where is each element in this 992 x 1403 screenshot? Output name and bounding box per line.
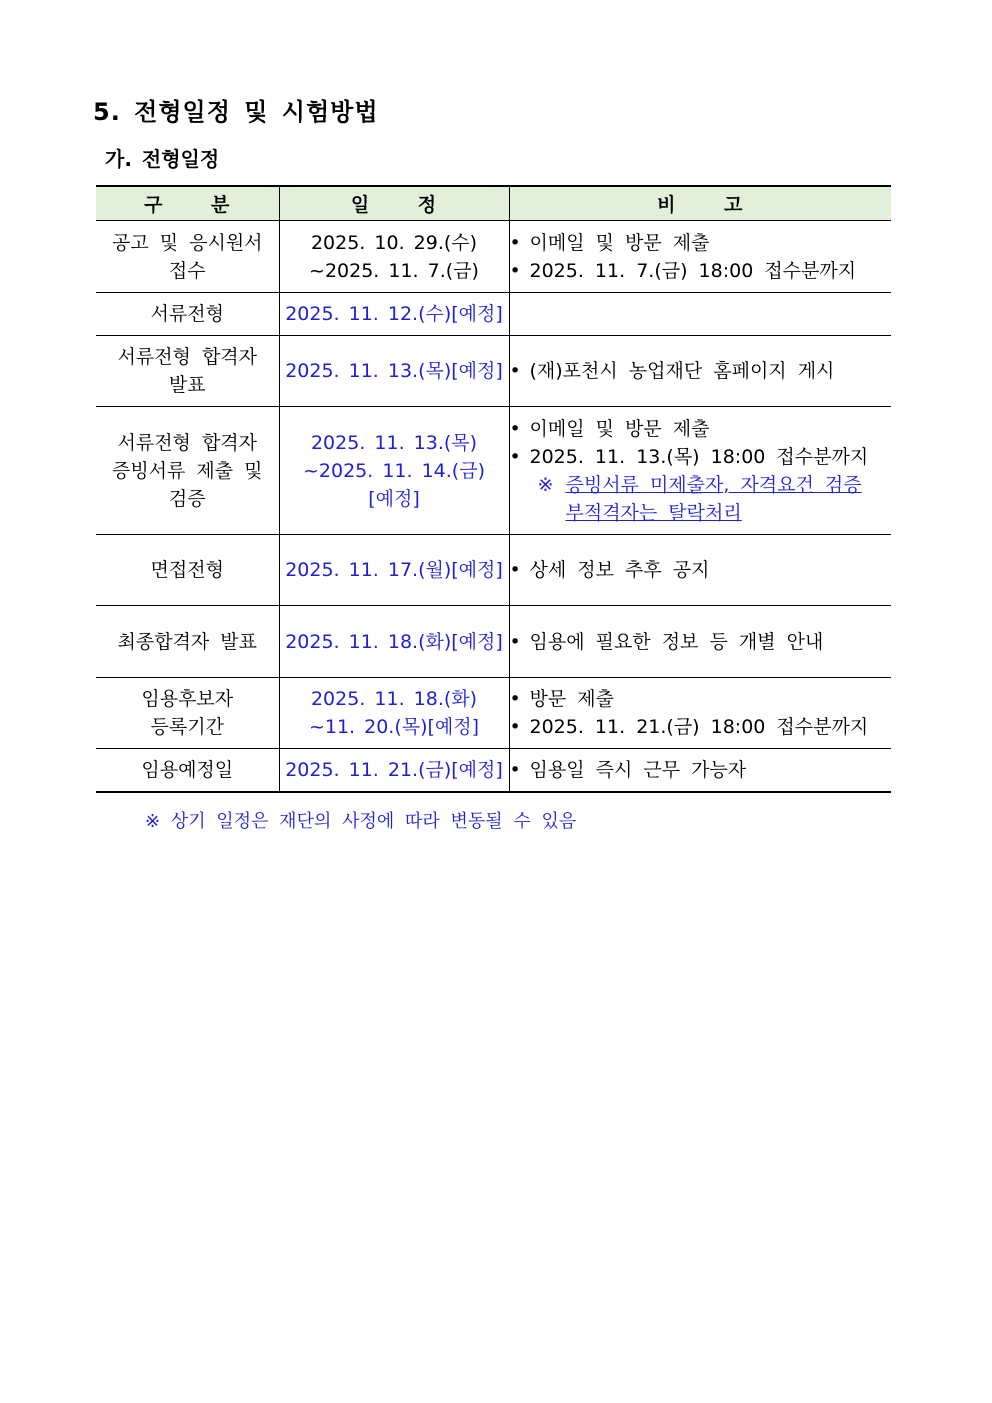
notes-cell	[509, 749, 891, 792]
schedule-line: 2025. 11. 12.(수)[예정]	[285, 303, 503, 325]
category-cell	[96, 749, 279, 792]
note-item: • 이메일 및 방문 제출	[510, 415, 892, 443]
note-item: • (재)포천시 농업재단 홈페이지 게시	[510, 357, 892, 385]
schedule-cell	[279, 221, 509, 293]
notes-cell	[509, 535, 891, 606]
note-item: • 2025. 11. 21.(금) 18:00 접수분까지	[510, 713, 892, 741]
category-cell	[96, 678, 279, 749]
category-cell	[96, 535, 279, 606]
warning-text: 부적격자는 탈락처리	[565, 501, 742, 524]
note-item: • 2025. 11. 13.(목) 18:00 접수분까지	[510, 443, 892, 471]
schedule-cell	[279, 749, 509, 792]
table-row	[96, 221, 891, 293]
note-item: • 방문 제출	[510, 685, 892, 713]
schedule-cell	[279, 606, 509, 678]
schedule-cell	[279, 678, 509, 749]
category-line: 서류전형 합격자	[117, 346, 258, 368]
table-row	[96, 336, 891, 407]
category-line: 검증	[168, 487, 206, 510]
subsection-title: 가. 전형일정	[105, 147, 220, 171]
schedule-line: 2025. 11. 13.(목)[예정]	[285, 360, 503, 382]
category-cell	[96, 221, 279, 293]
footnote: ※ 상기 일정은 재단의 사정에 따라 변동될 수 있음	[145, 811, 577, 832]
notes-cell	[509, 606, 891, 678]
schedule-line: 2025. 11. 21.(금)[예정]	[285, 758, 503, 781]
schedule-line: ~2025. 11. 7.(금)	[309, 259, 479, 282]
table-row	[96, 678, 891, 749]
notes-cell	[509, 407, 891, 535]
table-row	[96, 407, 891, 535]
schedule-line: 2025. 11. 17.(월)[예정]	[285, 559, 503, 581]
schedule-line: 2025. 11. 18.(화)[예정]	[285, 630, 503, 653]
note-item: • 상세 정보 추후 공지	[510, 556, 892, 584]
warning-mark: ※	[537, 473, 554, 496]
category-line: 서류전형	[150, 303, 224, 325]
category-cell	[96, 293, 279, 336]
header-category: 구 분	[96, 186, 279, 221]
schedule-line: 2025. 10. 29.(수)	[310, 231, 478, 254]
category-cell	[96, 407, 279, 535]
category-cell	[96, 336, 279, 407]
schedule-line: [예정]	[368, 487, 420, 510]
category-line: 면접전형	[150, 559, 224, 581]
table-row	[96, 293, 891, 336]
table-row	[96, 606, 891, 678]
schedule-line: 2025. 11. 18.(화)	[310, 688, 478, 710]
category-line: 서류전형 합격자	[117, 431, 258, 454]
category-line: 등록기간	[150, 716, 224, 738]
warning-line	[510, 499, 892, 527]
table-header-row	[96, 186, 891, 221]
category-line: 임용예정일	[141, 758, 234, 781]
category-line: 임용후보자	[141, 688, 234, 710]
notes-cell	[509, 293, 891, 336]
category-line: 발표	[168, 374, 206, 396]
schedule-cell	[279, 407, 509, 535]
table-row	[96, 749, 891, 792]
warning-text: 증빙서류 미제출자, 자격요건 검증	[565, 473, 862, 496]
schedule-table	[96, 185, 891, 793]
schedule-cell	[279, 336, 509, 407]
schedule-cell	[279, 293, 509, 336]
category-line: 공고 및 응시원서	[111, 231, 263, 254]
schedule-line: 2025. 11. 13.(목)	[310, 431, 478, 454]
note-item: • 임용에 필요한 정보 등 개별 안내	[510, 628, 892, 656]
note-item: • 이메일 및 방문 제출	[510, 229, 892, 257]
category-line: 최종합격자 발표	[117, 630, 258, 653]
note-item: • 2025. 11. 7.(금) 18:00 접수분까지	[510, 257, 892, 285]
warning-line	[510, 471, 892, 499]
notes-cell	[509, 336, 891, 407]
header-notes: 비 고	[509, 186, 891, 221]
category-line: 접수	[168, 259, 206, 282]
section-title: 5. 전형일정 및 시험방법	[93, 98, 379, 126]
category-line: 증빙서류 제출 및	[111, 459, 263, 482]
schedule-line: ~11. 20.(목)[예정]	[308, 716, 480, 738]
notes-cell	[509, 221, 891, 293]
category-cell	[96, 606, 279, 678]
notes-cell	[509, 678, 891, 749]
header-schedule: 일 정	[279, 186, 509, 221]
table-row	[96, 535, 891, 606]
schedule-cell	[279, 535, 509, 606]
schedule-line: ~2025. 11. 14.(금)	[302, 459, 485, 482]
note-item: • 임용일 즉시 근무 가능자	[510, 756, 892, 784]
